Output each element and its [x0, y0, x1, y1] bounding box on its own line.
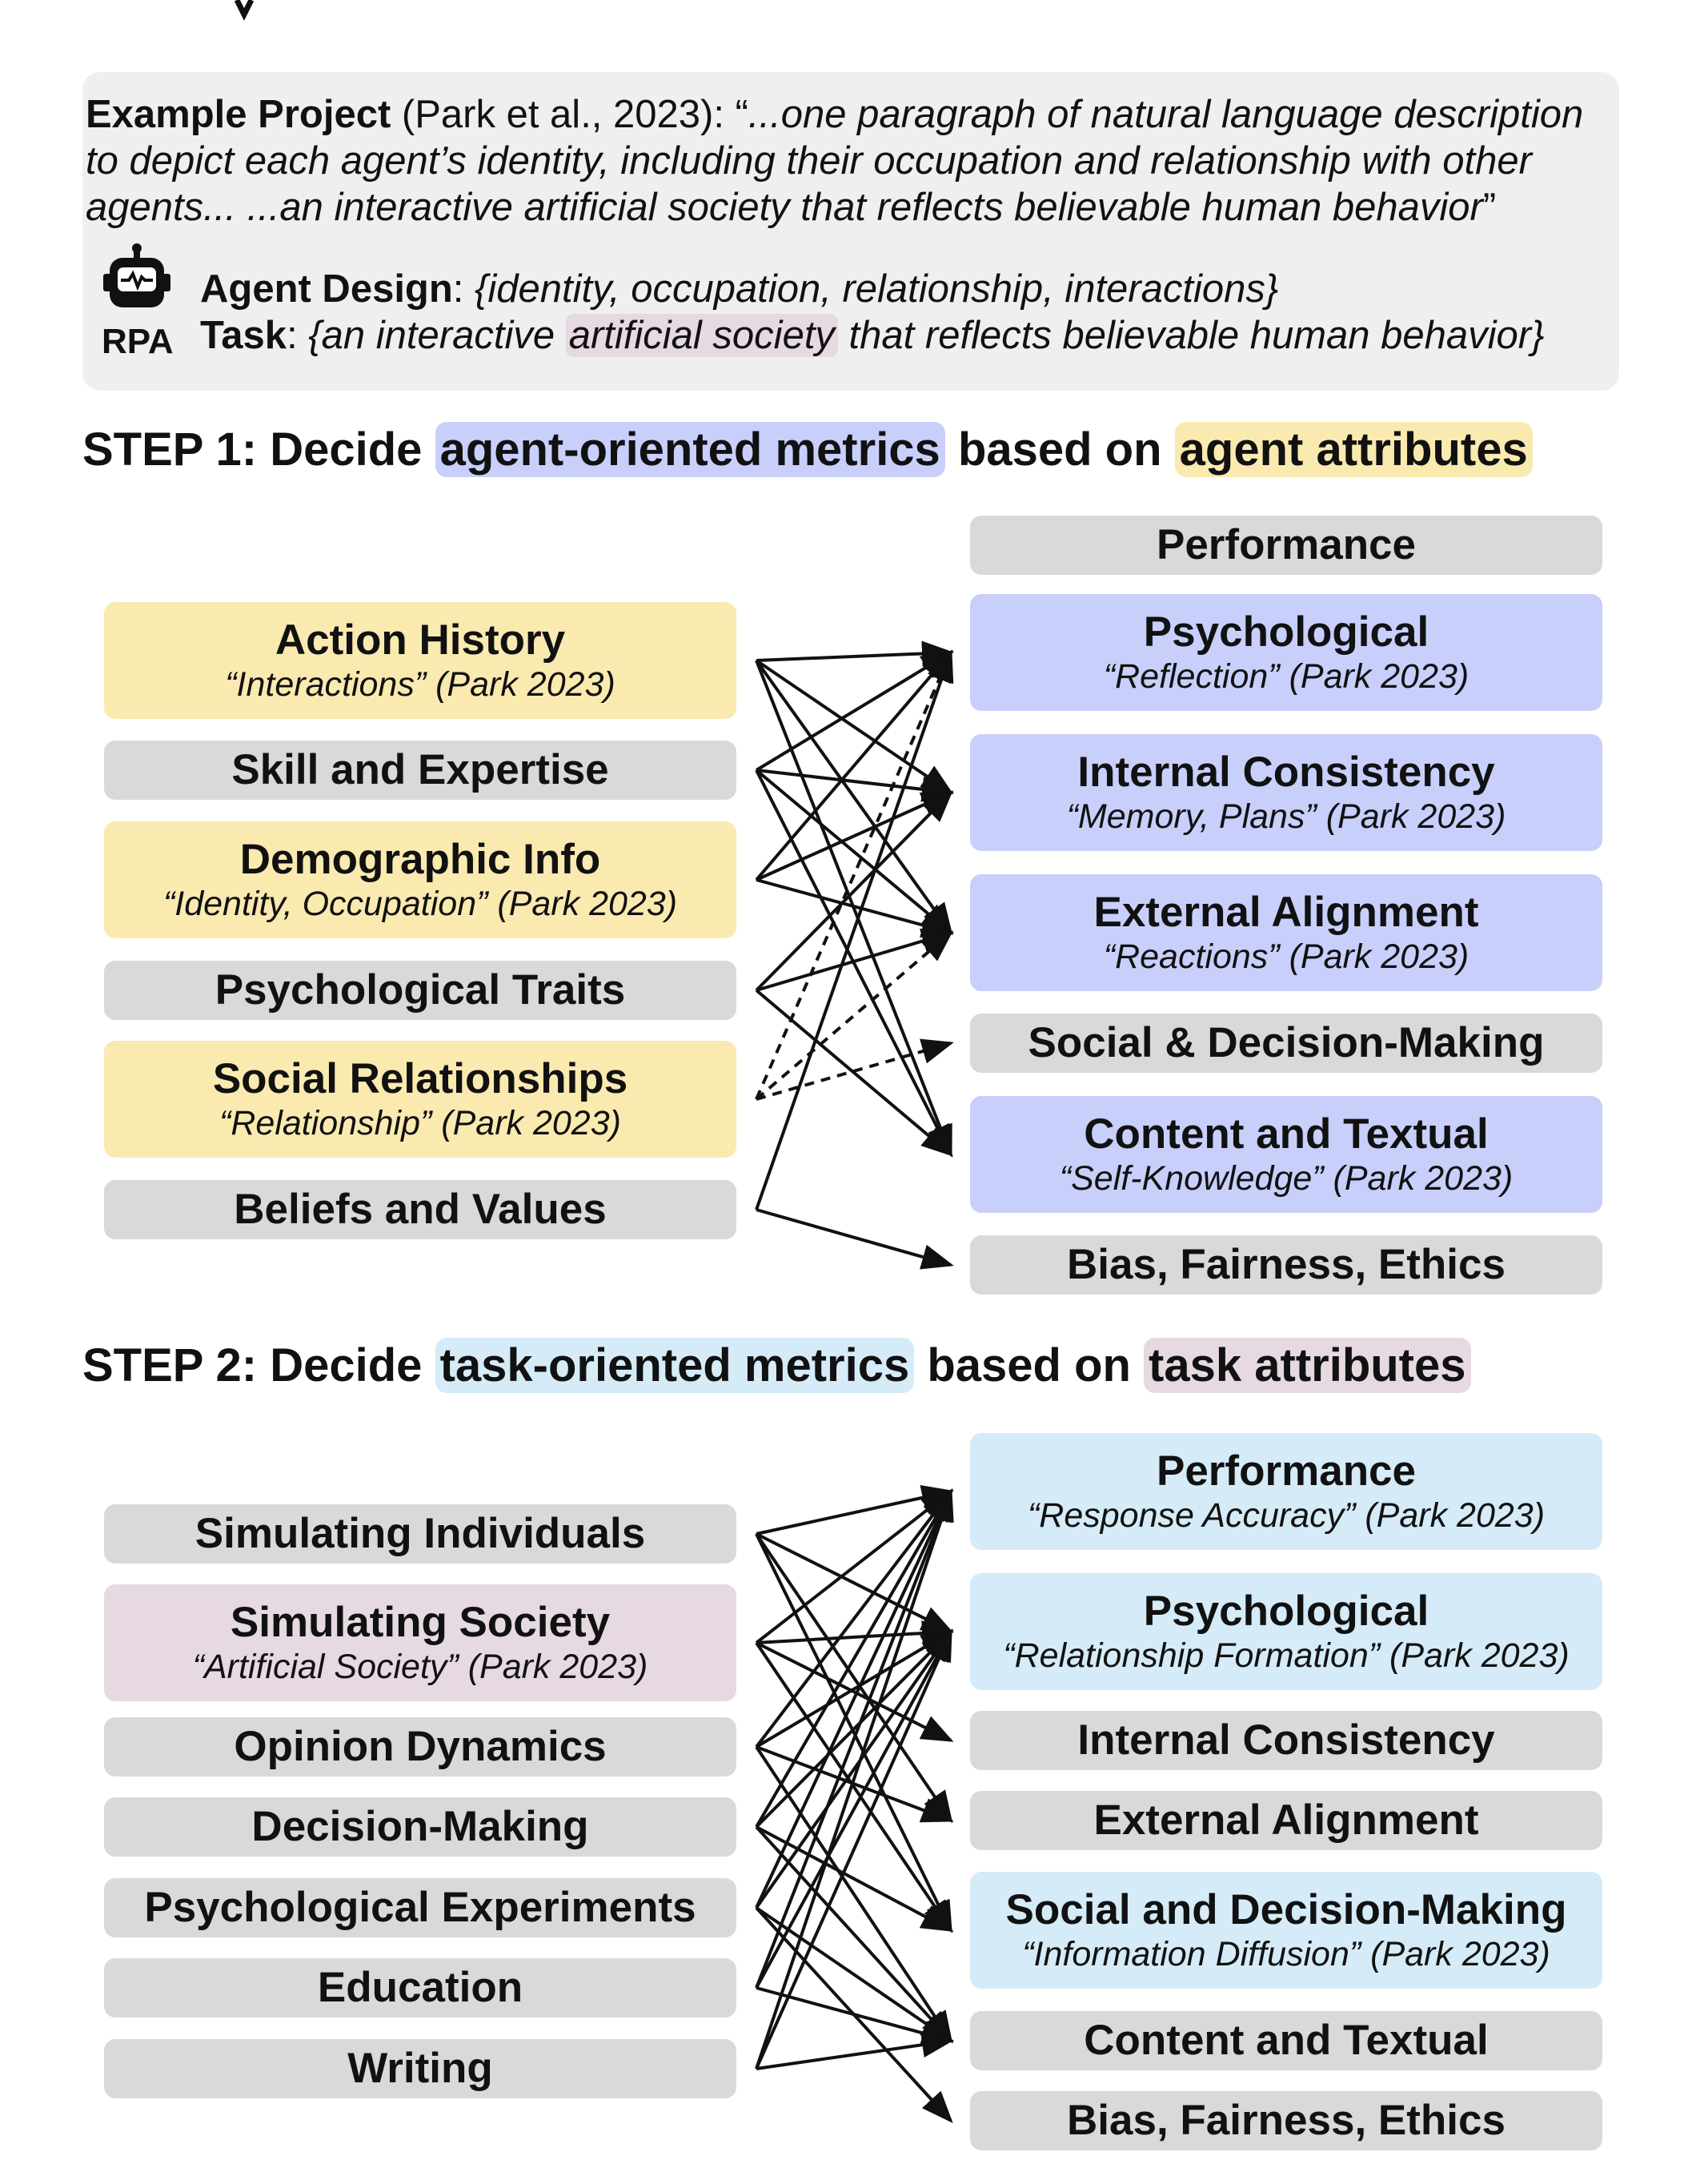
step2-arrow-4-to-1 — [756, 1632, 951, 1908]
step2-attribute-box-title: Psychological Experiments — [144, 1884, 696, 1931]
step1-attribute-box-title: Beliefs and Values — [234, 1186, 607, 1233]
step1-metrics-highlight: agent-oriented metrics — [435, 422, 945, 477]
example-citation: (Park et al., 2023): “ — [391, 93, 748, 136]
step1-attributes-highlight: agent attributes — [1175, 422, 1533, 477]
agent-design-line: Agent Design: {identity, occupation, relationship, interactions} — [200, 267, 1279, 311]
step1-metric-box-citation: “Reactions” (Park 2023) — [1103, 937, 1469, 976]
step1-prefix: STEP 1: Decide — [82, 424, 435, 476]
step1-attribute-box-title: Psychological Traits — [215, 966, 626, 1014]
step1-arrow-2-to-1 — [756, 652, 951, 880]
step2-arrow-0-to-4 — [756, 1534, 951, 1930]
step1-middle: based on — [944, 424, 1175, 476]
example-quote-line-2: to depict each agent’s identity, including their occupation and relationship with other — [86, 139, 1532, 183]
step2-metric-box-title: Bias, Fairness, Ethics — [1067, 2097, 1506, 2144]
step2-metric-box-citation: “Response Accuracy” (Park 2023) — [1027, 1496, 1546, 1535]
step2-metric-box-title: Performance — [1156, 1447, 1417, 1495]
agent-design-value: {identity, occupation, relationship, interactions} — [475, 267, 1279, 311]
step2-arrow-4-to-5 — [756, 1908, 951, 2041]
step2-attribute-box-title: Decision-Making — [251, 1803, 589, 1850]
step2-attribute-box-title: Simulating Individuals — [194, 1510, 646, 1557]
step2-attribute-box-title: Opinion Dynamics — [234, 1723, 607, 1770]
example-project-label: Example Project — [86, 93, 391, 136]
step2-arrow-1-to-1 — [756, 1632, 951, 1643]
step1-attribute-box-title: Social Relationships — [212, 1055, 628, 1102]
step2-arrow-6-to-5 — [756, 2041, 951, 2069]
step2-metric-box-title: Psychological — [1143, 1588, 1429, 1635]
task-line: Task: {an interactive artificial society that reflects believable human behavior} — [200, 314, 1545, 357]
step2-attribute-box-citation: “Artificial Society” (Park 2023) — [192, 1648, 648, 1686]
step1-metric-box-citation: “Reflection” (Park 2023) — [1103, 657, 1469, 696]
step2-metric-box-citation: “Relationship Formation” (Park 2023) — [1003, 1636, 1570, 1675]
step1-metric-box-title: Internal Consistency — [1077, 749, 1495, 796]
step1-metric-box-title: Content and Textual — [1084, 1110, 1489, 1158]
step1-metric-box-title: Social & Decision-Making — [1028, 1019, 1545, 1066]
step1-metric-box-citation: “Memory, Plans” (Park 2023) — [1066, 797, 1506, 836]
step1-attribute-box-citation: “Interactions” (Park 2023) — [225, 665, 615, 704]
step2-metrics-highlight: task-oriented metrics — [435, 1338, 915, 1393]
step2-attributes-highlight: task attributes — [1144, 1338, 1470, 1393]
example-quote-line-3: agents... ...an interactive artificial society that reflects believable human behavior — [86, 186, 1483, 229]
rpa-label: RPA — [102, 322, 174, 361]
step2-attribute-box-title: Education — [317, 1964, 523, 2011]
step1-arrow-2-to-2 — [756, 793, 951, 880]
step2-middle: based on — [914, 1339, 1145, 1391]
step2-prefix: STEP 2: Decide — [82, 1339, 435, 1391]
step1-arrow-1-to-1 — [756, 652, 951, 770]
step1-metric-box-title: Performance — [1156, 521, 1417, 568]
step1-arrow-0-to-1 — [756, 652, 951, 660]
step2-metric-box-title: Content and Textual — [1084, 2017, 1489, 2064]
step2-metric-box-title: Social and Decision-Making — [1005, 1886, 1567, 1933]
step2-attribute-box-title: Writing — [347, 2045, 493, 2092]
step2-metric-box-citation: “Information Diffusion” (Park 2023) — [1022, 1935, 1550, 1973]
step1-attribute-box-citation: “Relationship” (Park 2023) — [219, 1104, 621, 1142]
example-quote-end: ” — [1482, 186, 1497, 229]
step1-metric-box-title: Bias, Fairness, Ethics — [1067, 1241, 1506, 1288]
task-value-highlight: artificial society — [566, 314, 838, 357]
step1-attribute-box-citation: “Identity, Occupation” (Park 2023) — [162, 885, 678, 923]
agent-design-label: Agent Design — [200, 267, 453, 311]
step1-arrow-5-to-6 — [756, 1210, 951, 1265]
step1-attribute-box-title: Skill and Expertise — [231, 746, 609, 793]
step2-metric-box-title: External Alignment — [1093, 1797, 1479, 1844]
task-value-post: that reflects believable human behavior} — [837, 314, 1545, 357]
step2-attribute-box-title: Simulating Society — [230, 1599, 611, 1646]
task-value-pre: {an interactive — [308, 314, 566, 357]
step2-metric-box-title: Internal Consistency — [1077, 1716, 1495, 1764]
step1-metric-box-title: Psychological — [1143, 608, 1429, 656]
step1-arrow-4-to-4 — [756, 1043, 951, 1099]
step1-metric-box-title: External Alignment — [1093, 889, 1479, 936]
step1-attribute-box-title: Action History — [275, 616, 566, 664]
step1-metric-box-citation: “Self-Knowledge” (Park 2023) — [1059, 1159, 1514, 1198]
step1-attribute-box-title: Demographic Info — [239, 836, 601, 883]
example-quote-line-1: ...one paragraph of natural language description — [748, 93, 1584, 136]
task-label: Task — [200, 314, 287, 357]
step1-arrow-4-to-1 — [756, 652, 951, 1099]
